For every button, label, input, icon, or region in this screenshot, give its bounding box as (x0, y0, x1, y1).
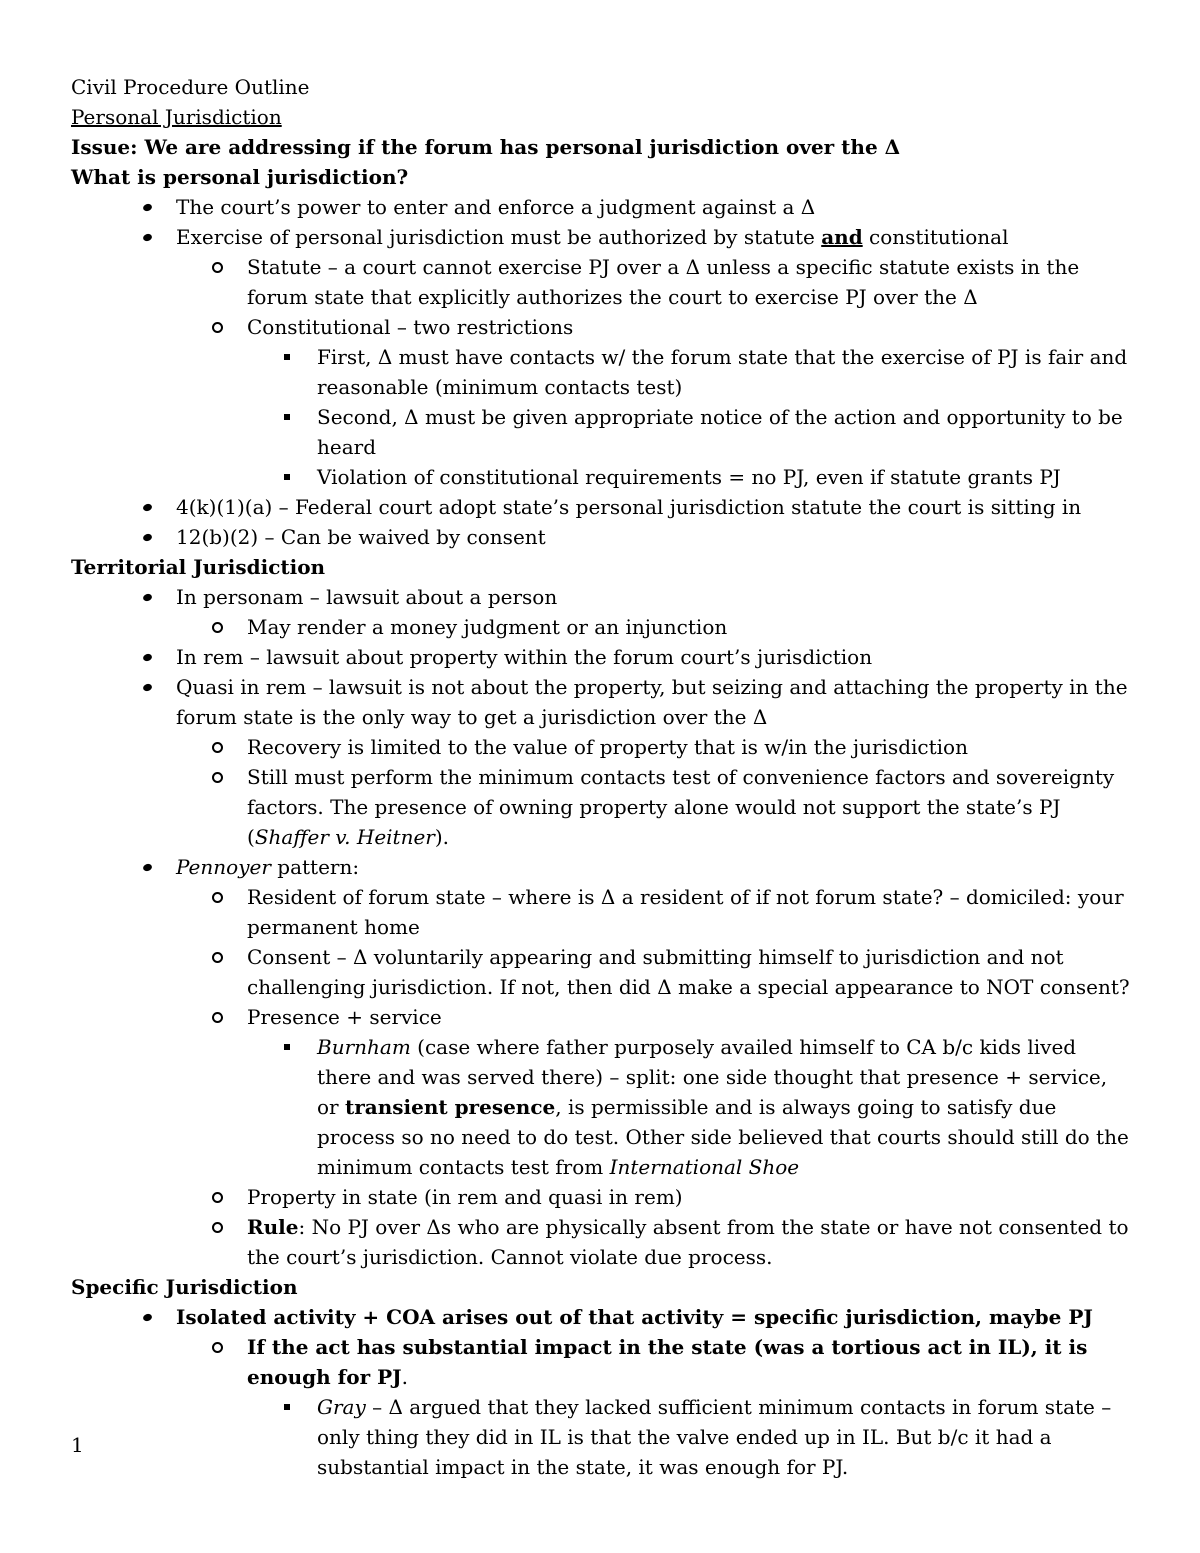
bullet-icon (142, 652, 153, 662)
list-item: Violation of constitutional requirements = no PJ, even if statute grants PJ (71, 462, 1131, 492)
list-item: Recovery is limited to the value of property that is w/in the jurisdiction (71, 732, 1131, 762)
square-bullet-icon (284, 1044, 290, 1050)
circle-bullet-icon (212, 952, 223, 963)
bullet-icon (142, 532, 153, 542)
list-item: Exercise of personal jurisdiction must be authorized by statute and constitutional (71, 222, 1131, 252)
list-item: In rem – lawsuit about property within the forum court’s jurisdiction (71, 642, 1131, 672)
square-bullet-icon (284, 414, 290, 420)
issue-statement: Issue: We are addressing if the forum has personal jurisdiction over the Δ (71, 135, 901, 159)
square-bullet-icon (284, 474, 290, 480)
section-heading-personal-jurisdiction: Personal Jurisdiction (71, 105, 282, 129)
list-item: Statute – a court cannot exercise PJ over a Δ unless a specific statute exists in the forum state that explicitly authorizes the court to exercise PJ over the Δ (71, 252, 1131, 312)
document-page (71, 72, 1131, 1482)
circle-bullet-icon (212, 1012, 223, 1023)
bullet-icon (142, 502, 153, 512)
circle-bullet-icon (212, 1192, 223, 1203)
sj-list (71, 1302, 1131, 1482)
circle-bullet-icon (212, 622, 223, 633)
circle-bullet-icon (212, 1342, 223, 1353)
list-item: Rule: No PJ over Δs who are physically absent from the state or have not consented to the court’s jurisdiction. Cannot violate due process. (71, 1212, 1131, 1272)
list-item: Still must perform the minimum contacts test of convenience factors and sovereignty factors. The presence of owning property alone would not support the state’s PJ (Shaffer v. Heitner). (71, 762, 1131, 852)
list-item: Isolated activity + COA arises out of that activity = specific jurisdiction, maybe PJ (71, 1302, 1131, 1332)
bullet-icon (142, 202, 153, 212)
list-item: Presence + service (71, 1002, 1131, 1032)
list-item: Gray – Δ argued that they lacked sufficient minimum contacts in forum state – only thing they did in IL is that the valve ended up in IL. But b/c it had a substantial impact in the state, it was enough for PJ. (71, 1392, 1131, 1482)
list-item: Burnham (case where father purposely availed himself to CA b/c kids lived there and was served there) – split: one side thought that presence + service, or transient presence, is permissible and is always going to satisfy due process so no need to do test. Other side believed that courts should still do the minimum contacts test from International Shoe (71, 1032, 1131, 1182)
list-item: If the act has substantial impact in the state (was a tortious act in IL), it is enough for PJ. (71, 1332, 1131, 1392)
bullet-icon (142, 682, 153, 692)
list-item: Quasi in rem – lawsuit is not about the property, but seizing and attaching the property in the forum state is the only way to get a jurisdiction over the Δ (71, 672, 1131, 732)
pj-list (71, 192, 1131, 552)
tj-list (71, 582, 1131, 1272)
bullet-icon (142, 1312, 153, 1322)
list-item: 12(b)(2) – Can be waived by consent (71, 522, 1131, 552)
list-item: Property in state (in rem and quasi in rem) (71, 1182, 1131, 1212)
bullet-icon (142, 232, 153, 242)
section-heading-territorial-jurisdiction: Territorial Jurisdiction (71, 555, 326, 579)
list-item: In personam – lawsuit about a person (71, 582, 1131, 612)
circle-bullet-icon (212, 1222, 223, 1233)
list-item: Second, Δ must be given appropriate notice of the action and opportunity to be heard (71, 402, 1131, 462)
circle-bullet-icon (212, 892, 223, 903)
question-heading: What is personal jurisdiction? (71, 165, 409, 189)
section-heading-specific-jurisdiction: Specific Jurisdiction (71, 1275, 298, 1299)
list-item: Consent – Δ voluntarily appearing and submitting himself to jurisdiction and not challenging jurisdiction. If not, then did Δ make a special appearance to NOT consent? (71, 942, 1131, 1002)
list-item: May render a money judgment or an injunction (71, 612, 1131, 642)
bullet-icon (142, 862, 153, 872)
bullet-icon (142, 592, 153, 602)
circle-bullet-icon (212, 262, 223, 273)
list-item: Resident of forum state – where is Δ a resident of if not forum state? – domiciled: your permanent home (71, 882, 1131, 942)
list-item: Constitutional – two restrictions (71, 312, 1131, 342)
square-bullet-icon (284, 1404, 290, 1410)
list-item: The court’s power to enter and enforce a judgment against a Δ (71, 192, 1131, 222)
doc-title: Civil Procedure Outline (71, 75, 310, 99)
circle-bullet-icon (212, 772, 223, 783)
circle-bullet-icon (212, 322, 223, 333)
circle-bullet-icon (212, 742, 223, 753)
list-item: 4(k)(1)(a) – Federal court adopt state’s personal jurisdiction statute the court is sitting in (71, 492, 1131, 522)
list-item: First, Δ must have contacts w/ the forum state that the exercise of PJ is fair and reasonable (minimum contacts test) (71, 342, 1131, 402)
square-bullet-icon (284, 354, 290, 360)
page-number: 1 (71, 1433, 84, 1457)
list-item: Pennoyer pattern: (71, 852, 1131, 882)
